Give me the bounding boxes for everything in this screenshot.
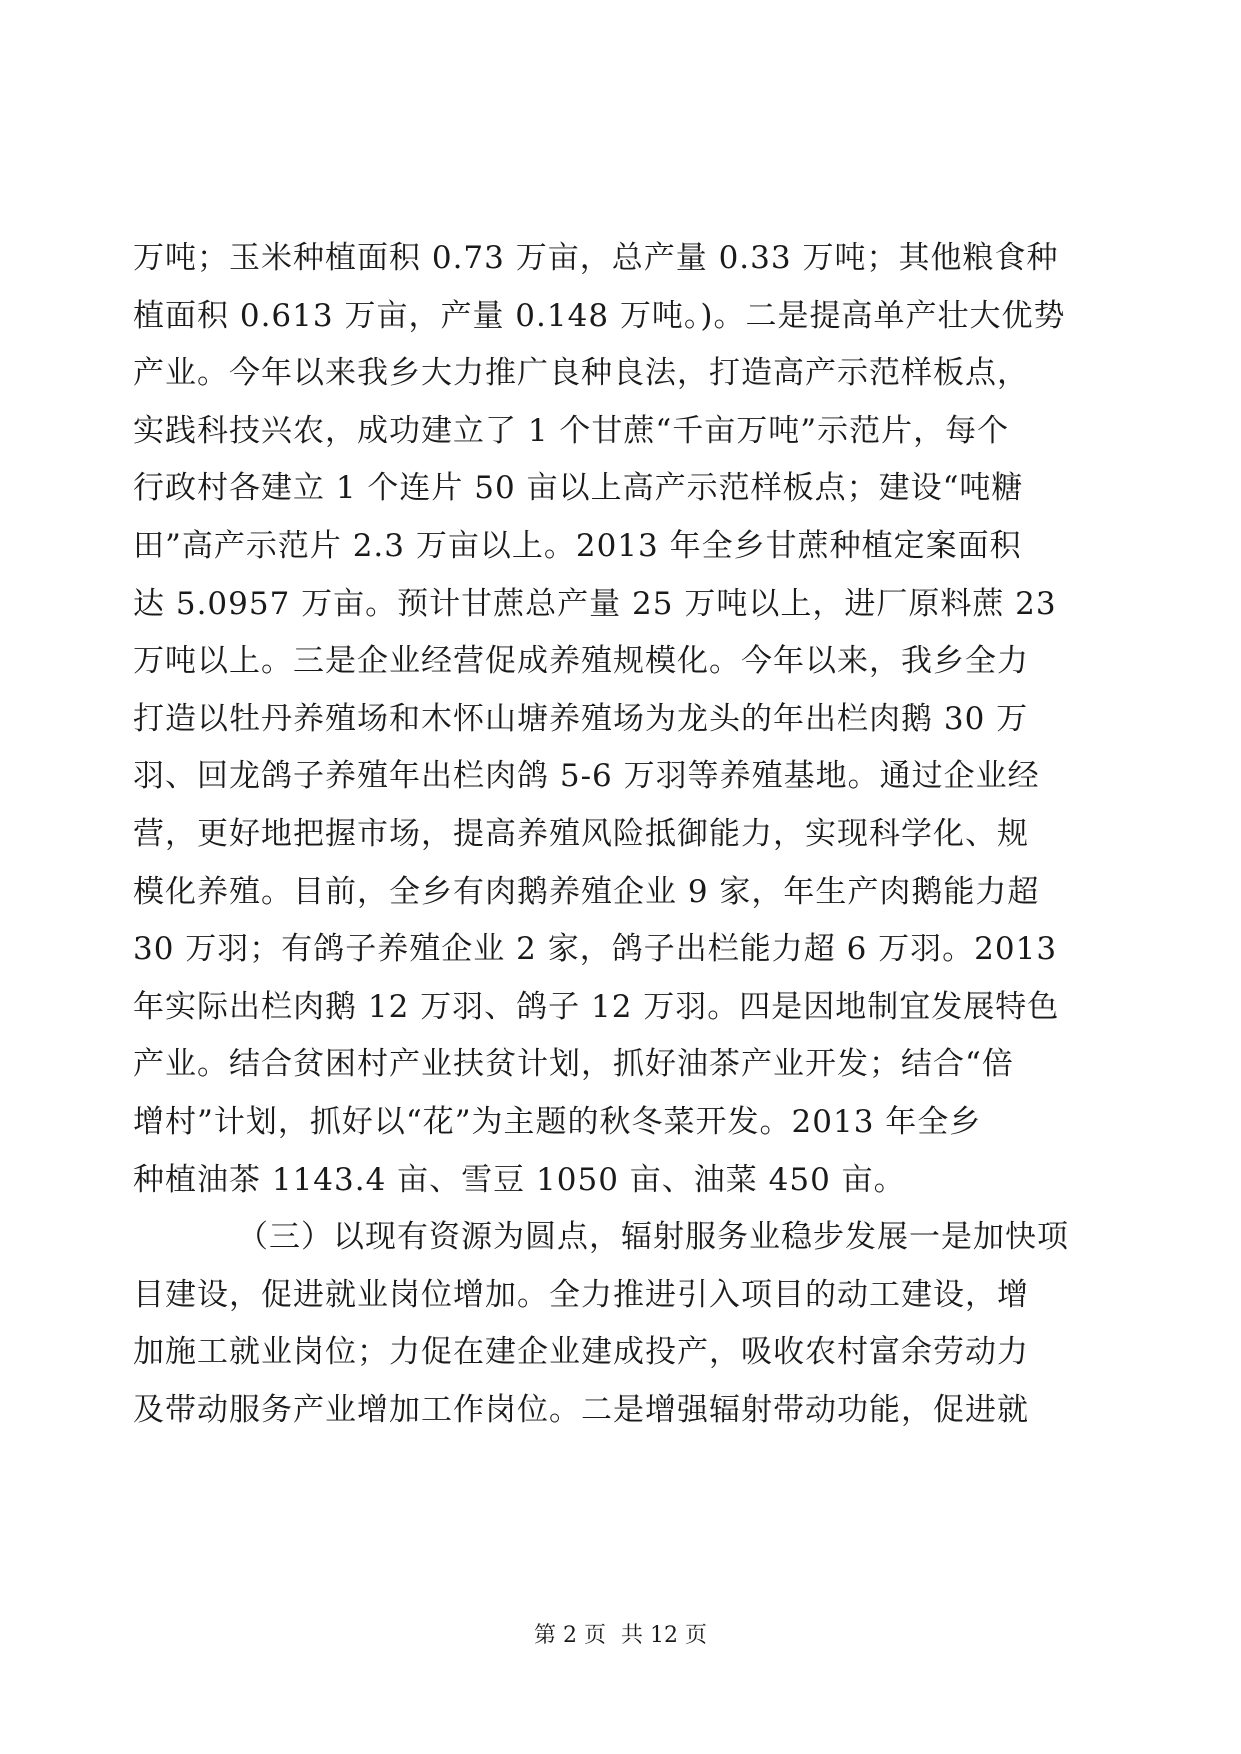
text-line: 羽、回龙鸽子养殖年出栏肉鸽 5-6 万羽等养殖基地。通过企业经	[133, 758, 1040, 795]
text-line: 30 万羽；有鸽子养殖企业 2 家，鸽子出栏能力超 6 万羽。2013	[133, 931, 1058, 968]
text-line: 产业。今年以来我乡大力推广良种良法，打造高产示范样板点，	[133, 355, 1029, 392]
text-line: 加施工就业岗位；力促在建企业建成投产，吸收农村富余劳动力	[133, 1334, 1029, 1371]
text-line: 植面积 0.613 万亩，产量 0.148 万吨。)。二是提高单产壮大优势	[133, 297, 1066, 334]
text-line: 年实际出栏肉鹅 12 万羽、鸽子 12 万羽。四是因地制宜发展特色	[133, 988, 1060, 1025]
page-footer	[0, 1621, 1241, 1651]
section-heading-line: （三）以现有资源为圆点，辐射服务业稳步发展一是加快项	[237, 1219, 1069, 1256]
document-body	[133, 230, 1093, 1439]
text-line: 增村”计划，抓好以“花”为主题的秋冬菜开发。2013 年全乡	[133, 1103, 982, 1140]
text-line: 实践科技兴农，成功建立了 1 个甘蔗“千亩万吨”示范片，每个	[133, 412, 1010, 449]
text-line: 万吨；玉米种植面积 0.73 万亩，总产量 0.33 万吨；其他粮食种	[133, 240, 1059, 276]
text-line: 营，更好地把握市场，提高养殖风险抵御能力，实现科学化、规	[133, 815, 1029, 852]
text-line: 行政村各建立 1 个连片 50 亩以上高产示范样板点；建设“吨糖	[133, 470, 1024, 507]
text-line: 打造以牡丹养殖场和木怀山塘养殖场为龙头的年出栏肉鹅 30 万	[133, 700, 1029, 737]
text-line: 模化养殖。目前，全乡有肉鹅养殖企业 9 家，年生产肉鹅能力超	[133, 873, 1040, 910]
text-line: 田”高产示范片 2.3 万亩以上。2013 年全乡甘蔗种植定案面积	[133, 527, 1022, 564]
text-line: 目建设，促进就业岗位增加。全力推进引入项目的动工建设，增	[133, 1276, 1029, 1313]
page-number: 第 2 页	[534, 1623, 606, 1648]
text-line: 及带动服务产业增加工作岗位。二是增强辐射带动功能，促进就	[133, 1391, 1029, 1428]
text-line: 产业。结合贫困村产业扶贫计划，抓好油茶产业开发；结合“倍	[133, 1046, 1014, 1083]
text-line: 达 5.0957 万亩。预计甘蔗总产量 25 万吨以上，进厂原料蔗 23	[133, 585, 1057, 622]
text-line: 万吨以上。三是企业经营促成养殖规模化。今年以来，我乡全力	[133, 643, 1029, 680]
page-total: 共 12 页	[621, 1623, 707, 1648]
text-line: 种植油茶 1143.4 亩、雪豆 1050 亩、油菜 450 亩。	[133, 1161, 906, 1198]
